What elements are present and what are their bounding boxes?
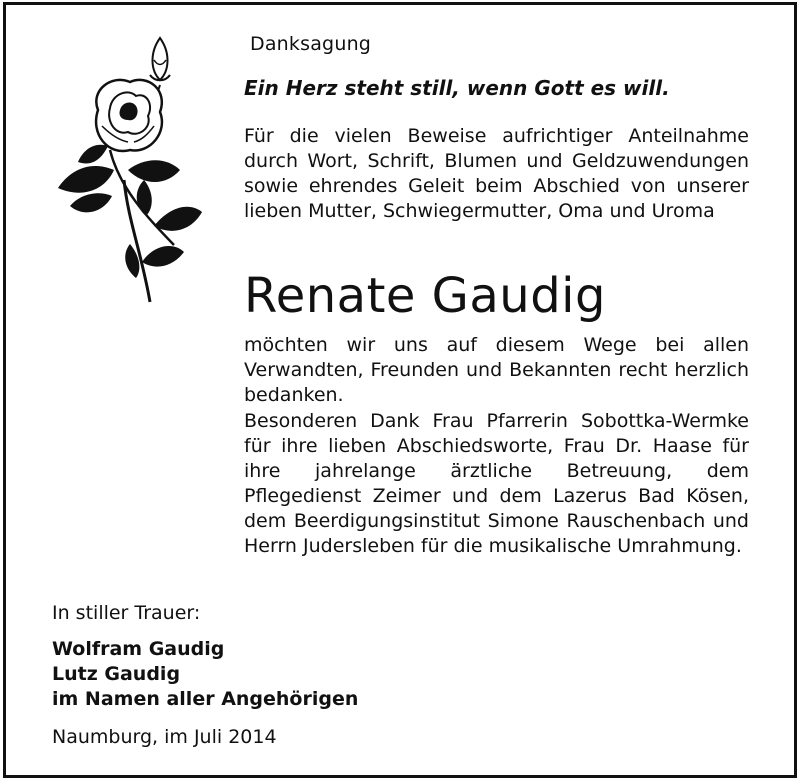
special-thanks-paragraph: Besonderen Dank Frau Pfarrerin Sobottka-Wermke für ihre lieben Abschiedsworte, Frau Dr. Haase für ihre jahrelange ärztliche Betreuung, dem Pflegedienst Zeimer und dem Lazerus Bad Kösen, dem Beerdigungsinstitut Simone Rauschenbach und Herrn Judersleben für die musikalische Umrahmung. (244, 410, 749, 557)
signer: Lutz Gaudig (52, 663, 181, 685)
deceased-name: Renate Gaudig (244, 268, 606, 324)
notice-heading: Danksagung (250, 33, 372, 55)
rose-icon (50, 30, 210, 310)
thanks-paragraph: möchten wir uns auf diesem Wege bei allen Verwandten, Freunden und Bekannten recht herzlich bedanken. (244, 334, 749, 406)
signer: Wolfram Gaudig (52, 638, 225, 660)
signer: im Namen aller Angehörigen (52, 688, 359, 710)
place-date: Naumburg, im Juli 2014 (52, 726, 277, 748)
intro-paragraph: Für die vielen Beweise aufrichtiger Anteilnahme durch Wort, Schrift, Blumen und Geldzuwendungen sowie ehrendes Geleit beim Abschied von unserer lieben Mutter, Schwiegermutter, Oma und Uroma (244, 125, 749, 222)
signers-list (52, 637, 358, 712)
mourning-label: In stiller Trauer: (52, 602, 201, 624)
notice-motto: Ein Herz steht still, wenn Gott es will. (244, 76, 670, 100)
